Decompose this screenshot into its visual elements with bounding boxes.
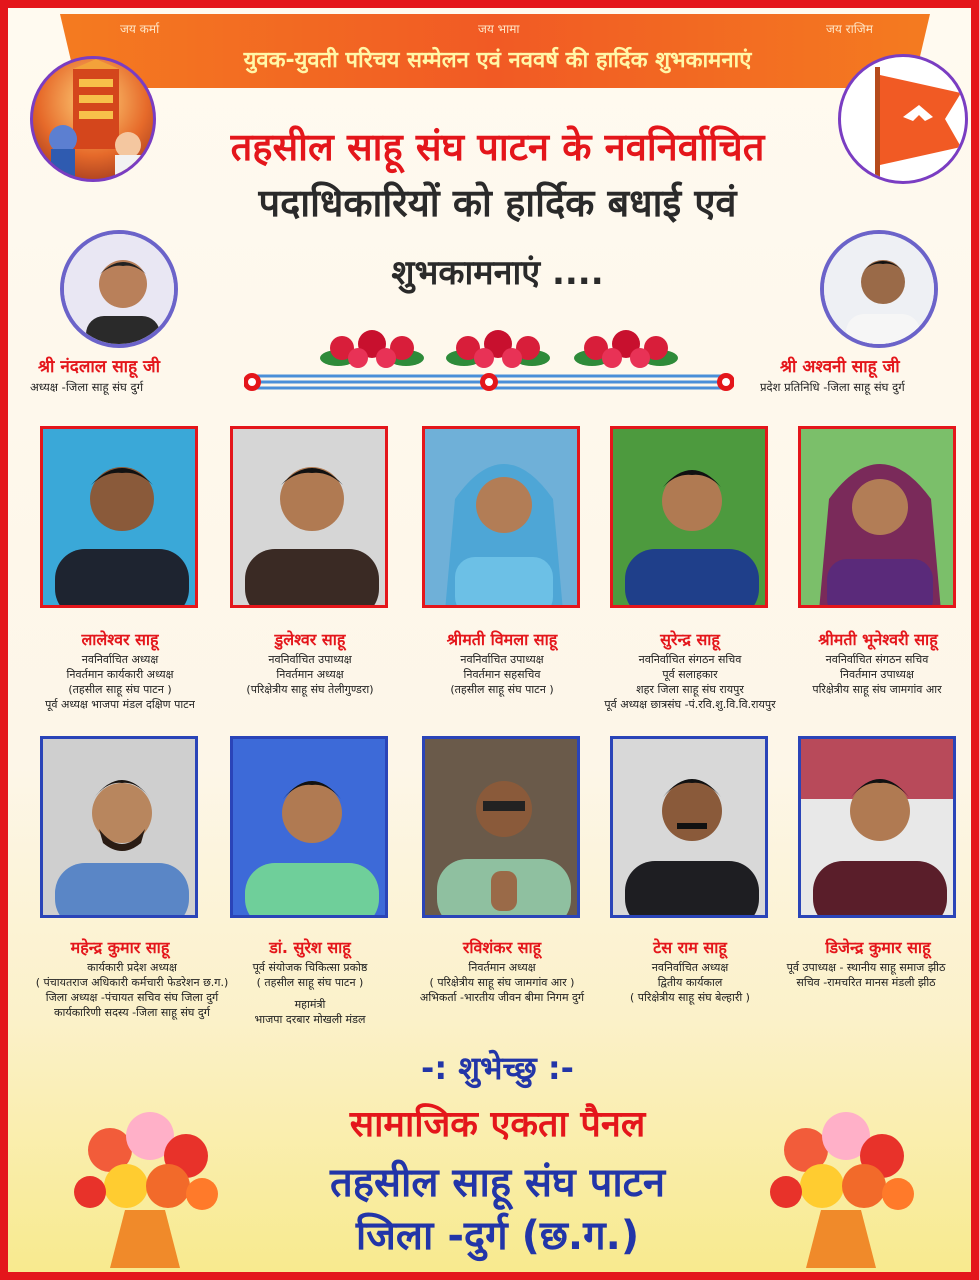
- roses-decoration: [572, 318, 680, 374]
- official-detail: निवर्तमान अध्यक्ष: [468, 961, 536, 974]
- official-detail: भाजपा दरबार मोखली मंडल: [254, 1013, 366, 1026]
- official-name: सुरेन्द्र साहू: [660, 630, 720, 649]
- official-detail: ( पंचायतराज अधिकारी कर्मचारी फेडरेशन छ.ग.): [35, 976, 229, 989]
- official-detail: कार्यकारी प्रदेश अध्यक्ष: [87, 961, 177, 974]
- official-detail: निवर्तमान उपाध्यक्ष: [840, 668, 914, 681]
- official-photo: [798, 736, 956, 918]
- official-detail: पूर्व उपाध्यक्ष - स्थानीय साहू समाज झीठ: [786, 961, 946, 974]
- official-name: महेन्द्र कुमार साहू: [70, 938, 170, 957]
- official-detail: पूर्व अध्यक्ष भाजपा मंडल दक्षिण पाटन: [45, 698, 195, 711]
- ornamental-divider: [244, 368, 734, 394]
- official-photo: [798, 426, 956, 608]
- official-detail: नवनिर्वाचित अध्यक्ष: [651, 961, 729, 974]
- official-name: श्रीमती विमला साहू: [446, 630, 558, 649]
- flower-bouquet: [70, 1100, 220, 1270]
- official-detail: नवनिर्वाचित संगठन सचिव: [825, 653, 929, 666]
- official-name: रविशंकर साहू: [462, 938, 542, 957]
- official-detail: शहर जिला साहू संघ रायपुर: [636, 683, 744, 696]
- official-detail: द्वितीय कार्यकाल: [657, 976, 723, 989]
- leader-name-left: श्री नंदलाल साहू जी: [38, 357, 161, 377]
- official-photo: [422, 736, 580, 918]
- leader-role-left: अध्यक्ष -जिला साहू संघ दुर्ग: [30, 380, 144, 394]
- official-detail: परिक्षेत्रीय साहू संघ जामगांव आर: [812, 683, 942, 696]
- headline-line1: तहसील साहू संघ पाटन के नवनिर्वाचित: [230, 125, 765, 169]
- official-detail: (तहसील साहू संघ पाटन ): [68, 683, 172, 696]
- official-detail: पूर्व संयोजक चिकित्सा प्रकोष्ठ: [252, 961, 368, 974]
- official-detail: पूर्व अध्यक्ष छात्रसंघ -पं.रवि.शु.वि.वि.रायपुर: [604, 698, 776, 711]
- official-photo: [422, 426, 580, 608]
- official-detail: ( परिक्षेत्रीय साहू संघ बेल्हारी ): [630, 991, 750, 1004]
- official-detail: महामंत्री: [294, 998, 326, 1011]
- official-detail: नवनिर्वाचित उपाध्यक्ष: [268, 653, 352, 666]
- flower-bouquet: [766, 1100, 916, 1270]
- jay-karma-text: जय कर्मा: [120, 22, 160, 36]
- jay-bhama-text: जय भामा: [478, 22, 520, 36]
- official-photo: [40, 736, 198, 918]
- official-detail: नवनिर्वाचित उपाध्यक्ष: [460, 653, 544, 666]
- official-photo: [230, 426, 388, 608]
- official-photo: [610, 426, 768, 608]
- leader-name-right: श्री अश्वनी साहू जी: [780, 357, 900, 377]
- leader-photo-left: [60, 230, 178, 348]
- leader-role-right: प्रदेश प्रतिनिधि -जिला साहू संघ दुर्ग: [760, 380, 905, 394]
- official-detail: पूर्व सलाहकार: [662, 668, 718, 681]
- official-detail: सचिव -रामचरित मानस मंडली झीठ: [796, 976, 936, 989]
- official-detail: अभिकर्ता -भारतीय जीवन बीमा निगम दुर्ग: [419, 991, 585, 1004]
- headline-line3: शुभकामनाएं ....: [391, 253, 604, 293]
- official-name: टेस राम साहू: [653, 938, 727, 957]
- official-name: श्रीमती भूनेश्वरी साहू: [818, 630, 938, 649]
- official-name: डुलेश्वर साहू: [274, 630, 346, 649]
- official-detail: निवर्तमान कार्यकारी अध्यक्ष: [66, 668, 174, 681]
- official-detail: (तहसील साहू संघ पाटन ): [450, 683, 554, 696]
- official-detail: निवर्तमान सहसचिव: [463, 668, 541, 681]
- official-photo: [230, 736, 388, 918]
- leader-photo-right: [820, 230, 938, 348]
- official-detail: ( परिक्षेत्रीय साहू संघ जामगांव आर ): [429, 976, 575, 989]
- roses-decoration: [444, 318, 552, 374]
- official-photo: [610, 736, 768, 918]
- official-detail: (परिक्षेत्रीय साहू संघ तेलीगुण्डरा): [246, 683, 374, 696]
- official-detail: नवनिर्वाचित संगठन सचिव: [638, 653, 742, 666]
- footer-well-wisher: -: शुभेच्छु :-: [421, 1049, 574, 1087]
- official-photo: [40, 426, 198, 608]
- headline-line2: पदाधिकारियों को हार्दिक बधाई एवं: [258, 181, 737, 225]
- official-name: डिजेन्द्र कुमार साहू: [825, 938, 931, 957]
- official-detail: कार्यकारिणी सदस्य -जिला साहू संघ दुर्ग: [54, 1006, 210, 1019]
- footer-district: जिला -दुर्ग (छ.ग.): [355, 1213, 640, 1259]
- footer-panel-name: सामाजिक एकता पैनल: [349, 1104, 646, 1145]
- official-detail: निवर्तमान अध्यक्ष: [276, 668, 344, 681]
- roses-decoration: [318, 318, 426, 374]
- official-detail: नवनिर्वाचित अध्यक्ष: [81, 653, 159, 666]
- official-detail: जिला अध्यक्ष -पंचायत सचिव संघ जिला दुर्ग: [45, 991, 219, 1004]
- official-name: डां. सुरेश साहू: [269, 938, 351, 957]
- banner-text: युवक-युवती परिचय सम्मेलन एवं नववर्ष की हार्दिक शुभकामनाएं: [243, 48, 752, 73]
- official-detail: ( तहसील साहू संघ पाटन ): [256, 976, 364, 989]
- jay-rajim-text: जय राजिम: [826, 22, 873, 36]
- official-name: लालेश्वर साहू: [81, 630, 159, 649]
- footer-tehsil: तहसील साहू संघ पाटन: [329, 1160, 666, 1206]
